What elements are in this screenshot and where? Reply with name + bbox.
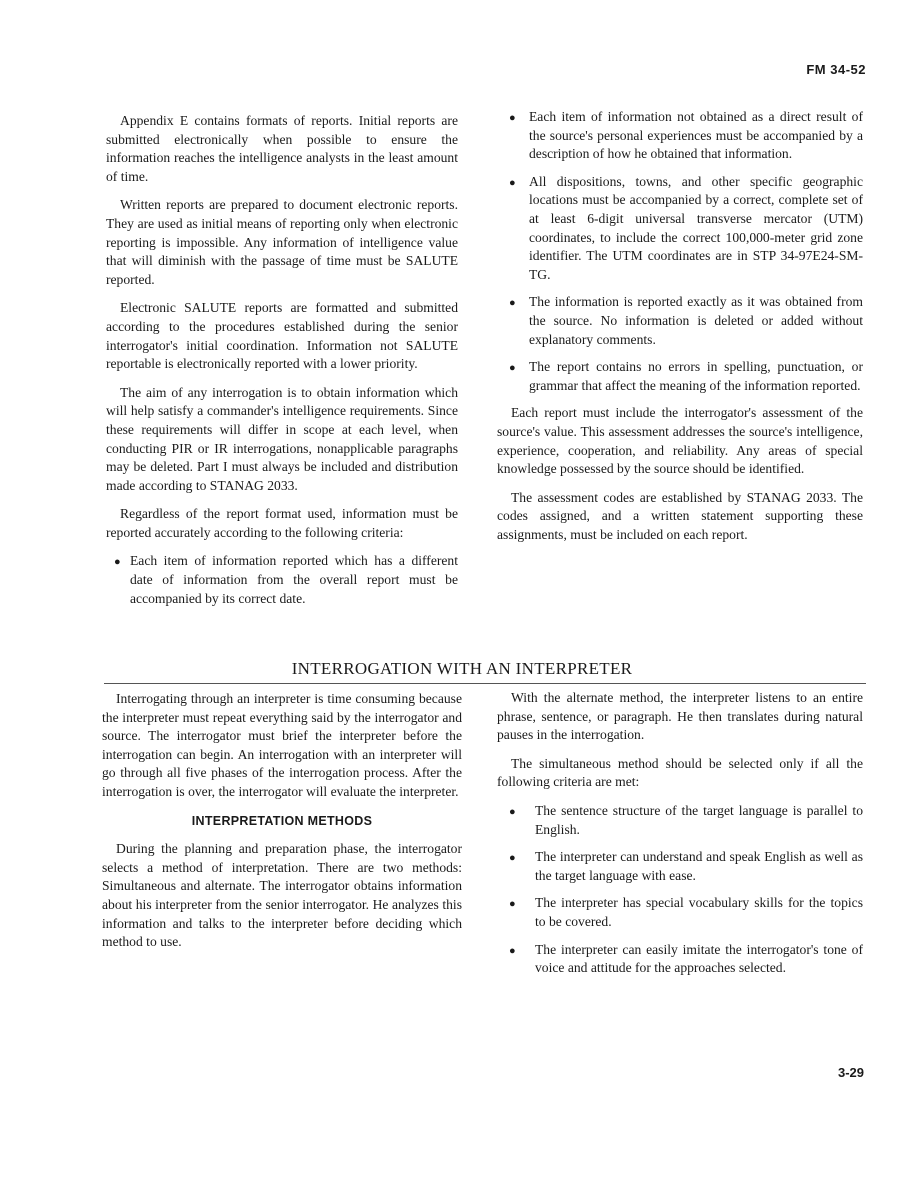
paragraph: The assessment codes are established by STANAG 2033. The codes assigned, and a written statement supporting these assignments, must be included on each report. bbox=[497, 489, 863, 542]
list-item-text: The information is reported exactly as it was obtained from the source. No information is deleted or added without explanatory comments. bbox=[529, 294, 863, 347]
bottom-left-column bbox=[102, 690, 462, 962]
paragraph: Written reports are prepared to document electronic reports. They are used as initial means of reporting only when electronic reporting is impossible. Any information of intelligence value that will diminish with the passage of time must be SALUTE reported. bbox=[106, 197, 458, 287]
paragraph: Each report must include the interrogator's assessment of the source's value. This assessment addresses the source's intelligence, experience, cooperation, and reliability. Any areas of special knowledge possessed by the source should be identified. bbox=[497, 405, 863, 477]
list-item-text: Each item of information not obtained as a direct result of the source's personal experiences must be accompanied by a description of how he obtained that information. bbox=[529, 109, 863, 162]
list-item-text: The interpreter can easily imitate the interrogator's tone of voice and attitude for the approaches selected. bbox=[535, 941, 863, 976]
paragraph: The simultaneous method should be selected only if all the following criteria are met: bbox=[497, 755, 863, 790]
paragraph: Regardless of the report format used, information must be reported accurately according to the following criteria: bbox=[106, 506, 458, 540]
paragraph: Interrogating through an interpreter is time consuming because the interpreter must repeat everything said by the interrogator and source. The interrogator must brief the interpreter before the interrogation can begin. An interrogation with an interpreter will go through all five phases of the interrogation process. After the interrogation is over, the interrogator will evaluate the interpreter. bbox=[102, 691, 462, 799]
list-item bbox=[497, 108, 863, 164]
bullet-dot-icon: ● bbox=[509, 176, 516, 189]
top-left-column bbox=[106, 112, 458, 617]
list-item bbox=[497, 941, 863, 978]
list-item bbox=[497, 293, 863, 349]
top-right-column bbox=[497, 108, 863, 554]
paragraph: Appendix E contains formats of reports. Initial reports are submitted electronically when possible to ensure the information reaches the intelligence analysts in the least amount of time. bbox=[106, 113, 458, 184]
bullet-dot-icon: ● bbox=[509, 362, 516, 375]
list-item bbox=[106, 552, 458, 608]
list-item bbox=[497, 802, 863, 839]
list-item-text: The interpreter has special vocabulary skills for the topics to be covered. bbox=[535, 895, 863, 929]
paragraph: During the planning and preparation phase, the interrogator selects a method of interpretation. There are two methods: Simultaneous and alternate. The interrogator obtains information about his interpreter from the senior interrogator. He analyzes this information and talks to the interpreter before deciding which method to use. bbox=[102, 841, 462, 950]
list-item bbox=[497, 894, 863, 931]
list-item bbox=[497, 848, 863, 885]
bullet-dot-icon: ● bbox=[509, 297, 516, 310]
paragraph: The aim of any interrogation is to obtain information which will help satisfy a commander's intelligence requirements. Since these requirements will differ in scope at each level, when conducting PIR or IR interrogations, nonapplicable paragraphs may be deleted. Part I must always be included and distribution made according to STANAG 2033. bbox=[106, 384, 458, 493]
bullet-dot-icon: ● bbox=[509, 852, 516, 865]
list-item bbox=[497, 358, 863, 395]
list-item-text: Each item of information reported which has a different date of information from the overall report must be accompanied by its correct date. bbox=[130, 553, 458, 606]
list-item-text: The interpreter can understand and speak English as well as the target language with ease. bbox=[535, 849, 863, 883]
list-item-text: The report contains no errors in spelling, punctuation, or grammar that affect the meaning of the information reported. bbox=[529, 359, 863, 393]
paragraph: Electronic SALUTE reports are formatted and submitted according to the procedures established during the senior interrogator's initial coordination. Information not SALUTE reportable is electronically reported with a lower priority. bbox=[106, 300, 458, 372]
bullet-dot-icon: ● bbox=[509, 898, 516, 911]
bullet-dot-icon: ● bbox=[114, 556, 121, 569]
subsection-heading: INTERPRETATION METHODS bbox=[191, 813, 373, 828]
page-number: 3-29 bbox=[837, 1065, 864, 1080]
bullet-dot-icon: ● bbox=[509, 805, 516, 818]
section-divider bbox=[104, 683, 866, 684]
paragraph: With the alternate method, the interpreter listens to an entire phrase, sentence, or paragraph. He then translates during natural pauses in the interrogation. bbox=[497, 690, 863, 743]
list-item bbox=[497, 173, 863, 285]
bullet-dot-icon: ● bbox=[509, 944, 516, 957]
list-item-text: All dispositions, towns, and other specific geographic locations must be accompanied by a correct, complete set of at least 6-digit universal transverse mercator (UTM) coordinates, to include the correct 100,000-meter grid zone identifier. The UTM coordinates are in STP 34-97E24-SM-TG. bbox=[529, 173, 863, 282]
document-id: FM 34-52 bbox=[806, 62, 866, 77]
bottom-right-column bbox=[497, 689, 863, 987]
list-item-text: The sentence structure of the target language is parallel to English. bbox=[535, 802, 863, 837]
section-title: INTERROGATION WITH AN INTERPRETER bbox=[291, 659, 633, 678]
bullet-dot-icon: ● bbox=[509, 112, 516, 124]
